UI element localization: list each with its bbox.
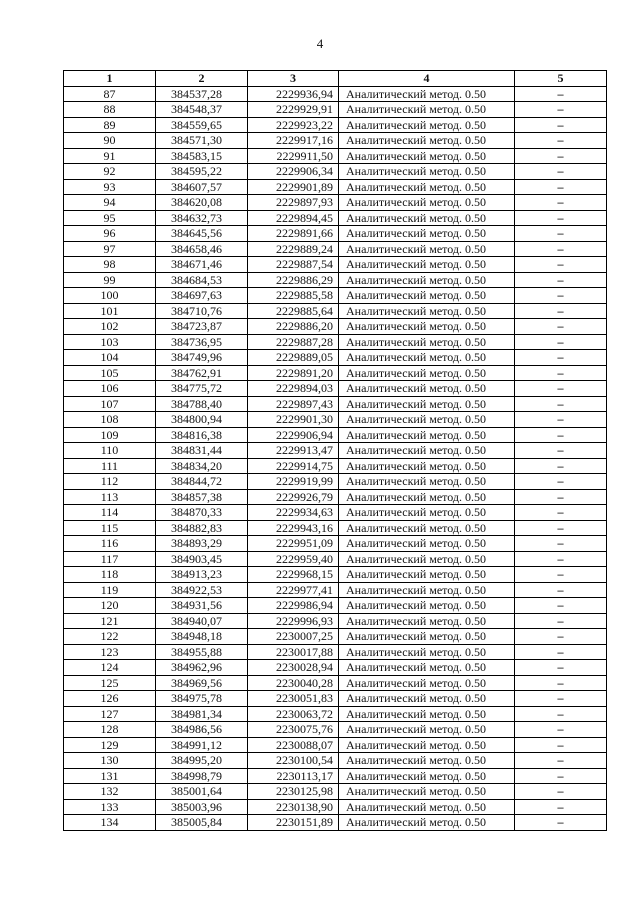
x-coordinate-cell: 384870,33 (156, 505, 248, 521)
point-number-cell: 128 (64, 722, 156, 738)
point-number-cell: 108 (64, 412, 156, 428)
method-cell: Аналитический метод. 0.50 (339, 412, 515, 428)
note-cell: – (515, 133, 607, 149)
point-number-cell: 103 (64, 334, 156, 350)
point-number-cell: 102 (64, 319, 156, 335)
note-cell: – (515, 505, 607, 521)
y-coordinate-cell: 2229996,93 (248, 613, 339, 629)
method-cell: Аналитический метод. 0.50 (339, 164, 515, 180)
x-coordinate-cell: 384697,63 (156, 288, 248, 304)
point-number-cell: 87 (64, 86, 156, 102)
x-coordinate-cell: 384607,57 (156, 179, 248, 195)
note-cell: – (515, 334, 607, 350)
note-cell: – (515, 551, 607, 567)
x-coordinate-cell: 384645,56 (156, 226, 248, 242)
note-cell: – (515, 598, 607, 614)
y-coordinate-cell: 2230125,98 (248, 784, 339, 800)
x-coordinate-cell: 384940,07 (156, 613, 248, 629)
y-coordinate-cell: 2229906,94 (248, 427, 339, 443)
table-row (64, 520, 607, 536)
table-row (64, 117, 607, 133)
note-cell: – (515, 350, 607, 366)
point-number-cell: 99 (64, 272, 156, 288)
note-cell: – (515, 753, 607, 769)
point-number-cell: 111 (64, 458, 156, 474)
point-number-cell: 94 (64, 195, 156, 211)
point-number-cell: 118 (64, 567, 156, 583)
point-number-cell: 127 (64, 706, 156, 722)
table-row (64, 815, 607, 831)
note-cell: – (515, 737, 607, 753)
note-cell: – (515, 319, 607, 335)
note-cell: – (515, 179, 607, 195)
x-coordinate-cell: 384548,37 (156, 102, 248, 118)
point-number-cell: 101 (64, 303, 156, 319)
method-cell: Аналитический метод. 0.50 (339, 443, 515, 459)
y-coordinate-cell: 2229885,58 (248, 288, 339, 304)
note-cell: – (515, 691, 607, 707)
table-row (64, 722, 607, 738)
table-row (64, 629, 607, 645)
y-coordinate-cell: 2229986,94 (248, 598, 339, 614)
method-cell: Аналитический метод. 0.50 (339, 598, 515, 614)
note-cell: – (515, 644, 607, 660)
x-coordinate-cell: 384962,96 (156, 660, 248, 676)
x-coordinate-cell: 384788,40 (156, 396, 248, 412)
table-row (64, 303, 607, 319)
method-cell: Аналитический метод. 0.50 (339, 815, 515, 831)
y-coordinate-cell: 2229929,91 (248, 102, 339, 118)
note-cell: – (515, 474, 607, 490)
table-row (64, 505, 607, 521)
point-number-cell: 96 (64, 226, 156, 242)
x-coordinate-cell: 384816,38 (156, 427, 248, 443)
y-coordinate-cell: 2229977,41 (248, 582, 339, 598)
y-coordinate-cell: 2230007,25 (248, 629, 339, 645)
method-cell: Аналитический метод. 0.50 (339, 288, 515, 304)
method-cell: Аналитический метод. 0.50 (339, 117, 515, 133)
table-row (64, 753, 607, 769)
y-coordinate-cell: 2229891,66 (248, 226, 339, 242)
point-number-cell: 123 (64, 644, 156, 660)
table-row (64, 567, 607, 583)
x-coordinate-cell: 384903,45 (156, 551, 248, 567)
point-number-cell: 132 (64, 784, 156, 800)
note-cell: – (515, 613, 607, 629)
table-row (64, 133, 607, 149)
y-coordinate-cell: 2230151,89 (248, 815, 339, 831)
y-coordinate-cell: 2229894,03 (248, 381, 339, 397)
table-row (64, 799, 607, 815)
note-cell: – (515, 489, 607, 505)
method-cell: Аналитический метод. 0.50 (339, 722, 515, 738)
x-coordinate-cell: 384834,20 (156, 458, 248, 474)
x-coordinate-cell: 384559,65 (156, 117, 248, 133)
point-number-cell: 116 (64, 536, 156, 552)
table-row (64, 226, 607, 242)
note-cell: – (515, 381, 607, 397)
x-coordinate-cell: 384975,78 (156, 691, 248, 707)
x-coordinate-cell: 384913,23 (156, 567, 248, 583)
y-coordinate-cell: 2229897,93 (248, 195, 339, 211)
point-number-cell: 107 (64, 396, 156, 412)
note-cell: – (515, 164, 607, 180)
table-row (64, 396, 607, 412)
note-cell: – (515, 520, 607, 536)
point-number-cell: 100 (64, 288, 156, 304)
note-cell: – (515, 784, 607, 800)
note-cell: – (515, 427, 607, 443)
note-cell: – (515, 536, 607, 552)
y-coordinate-cell: 2229951,09 (248, 536, 339, 552)
point-number-cell: 113 (64, 489, 156, 505)
note-cell: – (515, 458, 607, 474)
note-cell: – (515, 582, 607, 598)
point-number-cell: 109 (64, 427, 156, 443)
point-number-cell: 110 (64, 443, 156, 459)
note-cell: – (515, 257, 607, 273)
x-coordinate-cell: 384882,83 (156, 520, 248, 536)
note-cell: – (515, 272, 607, 288)
x-coordinate-cell: 384632,73 (156, 210, 248, 226)
x-coordinate-cell: 384710,76 (156, 303, 248, 319)
method-cell: Аналитический метод. 0.50 (339, 784, 515, 800)
header-col-5: 5 (515, 71, 607, 87)
y-coordinate-cell: 2229923,22 (248, 117, 339, 133)
method-cell: Аналитический метод. 0.50 (339, 660, 515, 676)
table-row (64, 257, 607, 273)
table-row (64, 675, 607, 691)
y-coordinate-cell: 2229906,34 (248, 164, 339, 180)
point-number-cell: 98 (64, 257, 156, 273)
y-coordinate-cell: 2229959,40 (248, 551, 339, 567)
method-cell: Аналитический метод. 0.50 (339, 226, 515, 242)
y-coordinate-cell: 2230040,28 (248, 675, 339, 691)
method-cell: Аналитический метод. 0.50 (339, 799, 515, 815)
method-cell: Аналитический метод. 0.50 (339, 365, 515, 381)
method-cell: Аналитический метод. 0.50 (339, 675, 515, 691)
y-coordinate-cell: 2229936,94 (248, 86, 339, 102)
method-cell: Аналитический метод. 0.50 (339, 691, 515, 707)
x-coordinate-cell: 384991,12 (156, 737, 248, 753)
point-number-cell: 93 (64, 179, 156, 195)
y-coordinate-cell: 2229914,75 (248, 458, 339, 474)
table-row (64, 644, 607, 660)
table-row (64, 365, 607, 381)
header-col-1: 1 (64, 71, 156, 87)
point-number-cell: 133 (64, 799, 156, 815)
method-cell: Аналитический метод. 0.50 (339, 148, 515, 164)
note-cell: – (515, 443, 607, 459)
table-row (64, 288, 607, 304)
y-coordinate-cell: 2230063,72 (248, 706, 339, 722)
method-cell: Аналитический метод. 0.50 (339, 210, 515, 226)
table-row (64, 195, 607, 211)
point-number-cell: 134 (64, 815, 156, 831)
x-coordinate-cell: 384995,20 (156, 753, 248, 769)
x-coordinate-cell: 384595,22 (156, 164, 248, 180)
table-row (64, 210, 607, 226)
method-cell: Аналитический метод. 0.50 (339, 133, 515, 149)
table-row (64, 458, 607, 474)
point-number-cell: 125 (64, 675, 156, 691)
note-cell: – (515, 412, 607, 428)
table-row (64, 148, 607, 164)
table-row (64, 272, 607, 288)
coordinates-table (63, 70, 607, 831)
point-number-cell: 115 (64, 520, 156, 536)
table-row (64, 551, 607, 567)
y-coordinate-cell: 2230028,94 (248, 660, 339, 676)
y-coordinate-cell: 2229968,15 (248, 567, 339, 583)
method-cell: Аналитический метод. 0.50 (339, 613, 515, 629)
point-number-cell: 129 (64, 737, 156, 753)
note-cell: – (515, 629, 607, 645)
note-cell: – (515, 706, 607, 722)
point-number-cell: 106 (64, 381, 156, 397)
y-coordinate-cell: 2230113,17 (248, 768, 339, 784)
note-cell: – (515, 722, 607, 738)
y-coordinate-cell: 2230017,88 (248, 644, 339, 660)
y-coordinate-cell: 2230075,76 (248, 722, 339, 738)
method-cell: Аналитический метод. 0.50 (339, 458, 515, 474)
method-cell: Аналитический метод. 0.50 (339, 753, 515, 769)
point-number-cell: 114 (64, 505, 156, 521)
y-coordinate-cell: 2229926,79 (248, 489, 339, 505)
point-number-cell: 105 (64, 365, 156, 381)
method-cell: Аналитический метод. 0.50 (339, 86, 515, 102)
y-coordinate-cell: 2229897,43 (248, 396, 339, 412)
point-number-cell: 104 (64, 350, 156, 366)
note-cell: – (515, 675, 607, 691)
table-row (64, 598, 607, 614)
x-coordinate-cell: 384955,88 (156, 644, 248, 660)
header-col-4: 4 (339, 71, 515, 87)
table-body (64, 86, 607, 830)
point-number-cell: 124 (64, 660, 156, 676)
x-coordinate-cell: 384800,94 (156, 412, 248, 428)
table-row (64, 179, 607, 195)
note-cell: – (515, 288, 607, 304)
y-coordinate-cell: 2229901,30 (248, 412, 339, 428)
x-coordinate-cell: 385001,64 (156, 784, 248, 800)
y-coordinate-cell: 2229919,99 (248, 474, 339, 490)
table-row (64, 784, 607, 800)
note-cell: – (515, 195, 607, 211)
method-cell: Аналитический метод. 0.50 (339, 303, 515, 319)
method-cell: Аналитический метод. 0.50 (339, 567, 515, 583)
method-cell: Аналитический метод. 0.50 (339, 102, 515, 118)
method-cell: Аналитический метод. 0.50 (339, 334, 515, 350)
note-cell: – (515, 117, 607, 133)
table-row (64, 474, 607, 490)
point-number-cell: 97 (64, 241, 156, 257)
method-cell: Аналитический метод. 0.50 (339, 505, 515, 521)
note-cell: – (515, 365, 607, 381)
point-number-cell: 91 (64, 148, 156, 164)
y-coordinate-cell: 2230088,07 (248, 737, 339, 753)
point-number-cell: 88 (64, 102, 156, 118)
header-col-2: 2 (156, 71, 248, 87)
note-cell: – (515, 303, 607, 319)
page-number: 4 (316, 36, 324, 51)
method-cell: Аналитический метод. 0.50 (339, 272, 515, 288)
method-cell: Аналитический метод. 0.50 (339, 474, 515, 490)
point-number-cell: 121 (64, 613, 156, 629)
y-coordinate-cell: 2229901,89 (248, 179, 339, 195)
point-number-cell: 95 (64, 210, 156, 226)
method-cell: Аналитический метод. 0.50 (339, 489, 515, 505)
note-cell: – (515, 148, 607, 164)
table-row (64, 706, 607, 722)
table-row (64, 691, 607, 707)
x-coordinate-cell: 385005,84 (156, 815, 248, 831)
x-coordinate-cell: 384671,46 (156, 257, 248, 273)
table-header-row (64, 71, 607, 87)
x-coordinate-cell: 384986,56 (156, 722, 248, 738)
y-coordinate-cell: 2229894,45 (248, 210, 339, 226)
x-coordinate-cell: 384931,56 (156, 598, 248, 614)
note-cell: – (515, 799, 607, 815)
table-row (64, 319, 607, 335)
table-row (64, 737, 607, 753)
method-cell: Аналитический метод. 0.50 (339, 551, 515, 567)
x-coordinate-cell: 384762,91 (156, 365, 248, 381)
x-coordinate-cell: 384844,72 (156, 474, 248, 490)
x-coordinate-cell: 384948,18 (156, 629, 248, 645)
x-coordinate-cell: 384736,95 (156, 334, 248, 350)
method-cell: Аналитический метод. 0.50 (339, 520, 515, 536)
table-row (64, 427, 607, 443)
table-row (64, 334, 607, 350)
x-coordinate-cell: 385003,96 (156, 799, 248, 815)
y-coordinate-cell: 2229917,16 (248, 133, 339, 149)
table-row (64, 102, 607, 118)
x-coordinate-cell: 384537,28 (156, 86, 248, 102)
x-coordinate-cell: 384893,29 (156, 536, 248, 552)
method-cell: Аналитический метод. 0.50 (339, 257, 515, 273)
point-number-cell: 117 (64, 551, 156, 567)
y-coordinate-cell: 2229887,54 (248, 257, 339, 273)
point-number-cell: 89 (64, 117, 156, 133)
method-cell: Аналитический метод. 0.50 (339, 582, 515, 598)
y-coordinate-cell: 2229911,50 (248, 148, 339, 164)
point-number-cell: 122 (64, 629, 156, 645)
y-coordinate-cell: 2230100,54 (248, 753, 339, 769)
table-row (64, 660, 607, 676)
note-cell: – (515, 768, 607, 784)
point-number-cell: 130 (64, 753, 156, 769)
table-row (64, 489, 607, 505)
table-row (64, 536, 607, 552)
method-cell: Аналитический метод. 0.50 (339, 319, 515, 335)
x-coordinate-cell: 384857,38 (156, 489, 248, 505)
y-coordinate-cell: 2229886,29 (248, 272, 339, 288)
table-row (64, 350, 607, 366)
table-row (64, 164, 607, 180)
point-number-cell: 112 (64, 474, 156, 490)
y-coordinate-cell: 2229943,16 (248, 520, 339, 536)
note-cell: – (515, 226, 607, 242)
note-cell: – (515, 815, 607, 831)
point-number-cell: 126 (64, 691, 156, 707)
y-coordinate-cell: 2229887,28 (248, 334, 339, 350)
x-coordinate-cell: 384998,79 (156, 768, 248, 784)
x-coordinate-cell: 384571,30 (156, 133, 248, 149)
x-coordinate-cell: 384658,46 (156, 241, 248, 257)
method-cell: Аналитический метод. 0.50 (339, 536, 515, 552)
x-coordinate-cell: 384684,53 (156, 272, 248, 288)
y-coordinate-cell: 2229891,20 (248, 365, 339, 381)
y-coordinate-cell: 2230051,83 (248, 691, 339, 707)
y-coordinate-cell: 2229913,47 (248, 443, 339, 459)
table-row (64, 443, 607, 459)
x-coordinate-cell: 384981,34 (156, 706, 248, 722)
y-coordinate-cell: 2229889,05 (248, 350, 339, 366)
note-cell: – (515, 241, 607, 257)
point-number-cell: 119 (64, 582, 156, 598)
point-number-cell: 120 (64, 598, 156, 614)
note-cell: – (515, 102, 607, 118)
method-cell: Аналитический метод. 0.50 (339, 629, 515, 645)
y-coordinate-cell: 2229886,20 (248, 319, 339, 335)
x-coordinate-cell: 384775,72 (156, 381, 248, 397)
note-cell: – (515, 567, 607, 583)
point-number-cell: 92 (64, 164, 156, 180)
y-coordinate-cell: 2229889,24 (248, 241, 339, 257)
table-row (64, 412, 607, 428)
method-cell: Аналитический метод. 0.50 (339, 706, 515, 722)
point-number-cell: 90 (64, 133, 156, 149)
header-col-3: 3 (248, 71, 339, 87)
method-cell: Аналитический метод. 0.50 (339, 644, 515, 660)
note-cell: – (515, 396, 607, 412)
x-coordinate-cell: 384922,53 (156, 582, 248, 598)
table-row (64, 768, 607, 784)
note-cell: – (515, 86, 607, 102)
table-row (64, 86, 607, 102)
note-cell: – (515, 660, 607, 676)
x-coordinate-cell: 384583,15 (156, 148, 248, 164)
y-coordinate-cell: 2230138,90 (248, 799, 339, 815)
table-row (64, 381, 607, 397)
table-row (64, 582, 607, 598)
method-cell: Аналитический метод. 0.50 (339, 350, 515, 366)
x-coordinate-cell: 384831,44 (156, 443, 248, 459)
table-row (64, 613, 607, 629)
method-cell: Аналитический метод. 0.50 (339, 396, 515, 412)
method-cell: Аналитический метод. 0.50 (339, 381, 515, 397)
note-cell: – (515, 210, 607, 226)
method-cell: Аналитический метод. 0.50 (339, 768, 515, 784)
table-row (64, 241, 607, 257)
method-cell: Аналитический метод. 0.50 (339, 195, 515, 211)
method-cell: Аналитический метод. 0.50 (339, 179, 515, 195)
x-coordinate-cell: 384723,87 (156, 319, 248, 335)
x-coordinate-cell: 384749,96 (156, 350, 248, 366)
y-coordinate-cell: 2229934,63 (248, 505, 339, 521)
method-cell: Аналитический метод. 0.50 (339, 427, 515, 443)
x-coordinate-cell: 384620,08 (156, 195, 248, 211)
x-coordinate-cell: 384969,56 (156, 675, 248, 691)
point-number-cell: 131 (64, 768, 156, 784)
method-cell: Аналитический метод. 0.50 (339, 737, 515, 753)
method-cell: Аналитический метод. 0.50 (339, 241, 515, 257)
y-coordinate-cell: 2229885,64 (248, 303, 339, 319)
